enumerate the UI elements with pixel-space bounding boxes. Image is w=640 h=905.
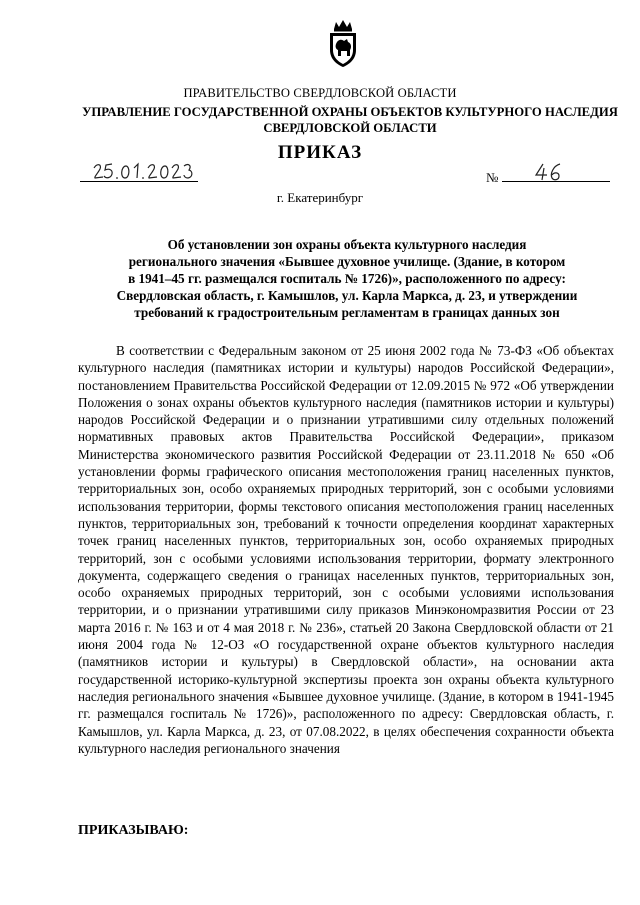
department-name: УПРАВЛЕНИЕ ГОСУДАРСТВЕННОЙ ОХРАНЫ ОБЪЕКТОВ КУЛЬТУРНОГО НАСЛЕДИЯ СВЕРДЛОВСКОЙ ОБЛАСТИ [82,105,618,135]
document-type-title: ПРИКАЗ [277,142,363,163]
order-word: ПРИКАЗЫВАЮ: [78,823,189,838]
number-underline [502,181,610,182]
heading-line: в 1941–45 гг. размещался госпиталь № 1726)», расположенного по адресу: [128,271,566,286]
preamble-paragraph: В соответствии с Федеральным законом от 25 июня 2002 года № 73-ФЗ «Об объектах культурного наследия (памятниках истории и культуры) народов Российской Федерации», постановлением Правительства Российской Федерации от 12.09.2015 № 972 «Об утверждении Положения о зонах охраны объектов культурного наследия (памятников истории и культуры) народов Российской Федерации и о признании утратившими силу отдельных положений нормативных правовых актов Правительства Российской Федерации», приказом Министерства экономического развития Российской Федерации от 23.11.2018 № 650 «Об установлении формы графического описания местоположения границ населенных пунктов, территориальных зон, особо охраняемых природных территорий, зон с особыми условиями использования территории, формы текстового описания местоположения границ населенных пунктов, территориальных зон, требований к точности определения координат характерных точек границ населенных пунктов, территориальных зон, особо охраняемых природных территорий, зон с особыми условиями использования территории, формату электронного документа, содержащего сведения о границах населенных пунктов, территориальных зон, особо охраняемых природных территорий, зон с особыми условиями использования территории, и о признании утратившими силу приказов Минэкономразвития России от 23 марта 2016 г. № 163 и от 4 мая 2018 г. № 236», статьей 20 Закона Свердловской области от 21 июня 2004 года № 12-ОЗ «О государственной охране объектов культурного наследия (памятников истории и культуры) в Свердловской области», на основании акта государственной историко-культурной экспертизы проекта зон охраны объекта культурного наследия регионального значения «Бывшее духовное училище. (Здание, в котором в 1941-1945 гг. размещался госпиталь № 1726)», расположенного по адресу: Свердловская область, г. Камышлов, ул. Карла Маркса, д. 23, от 07.08.2022, в целях обеспечения сохранности объекта культурного наследия регионального значения [78,343,614,756]
city-name: г. Екатеринбург [276,190,364,205]
coat-of-arms-icon [326,20,360,68]
government-name: ПРАВИТЕЛЬСТВО СВЕРДЛОВСКОЙ ОБЛАСТИ [183,86,457,100]
heading-line: Об установлении зон охраны объекта культурного наследия [167,237,527,252]
order-heading [76,236,618,321]
heading-line: требований к градостроительным регламентам в границах данных зон [134,305,560,320]
handwritten-number [534,162,564,182]
heading-line: регионального значения «Бывшее духовное училище. (Здание, в котором [128,254,566,269]
number-label: № [486,170,499,185]
date-underline [80,181,198,182]
heading-line: Свердловская область, г. Камышлов, ул. Карла Маркса, д. 23, и утверждении [116,288,578,303]
